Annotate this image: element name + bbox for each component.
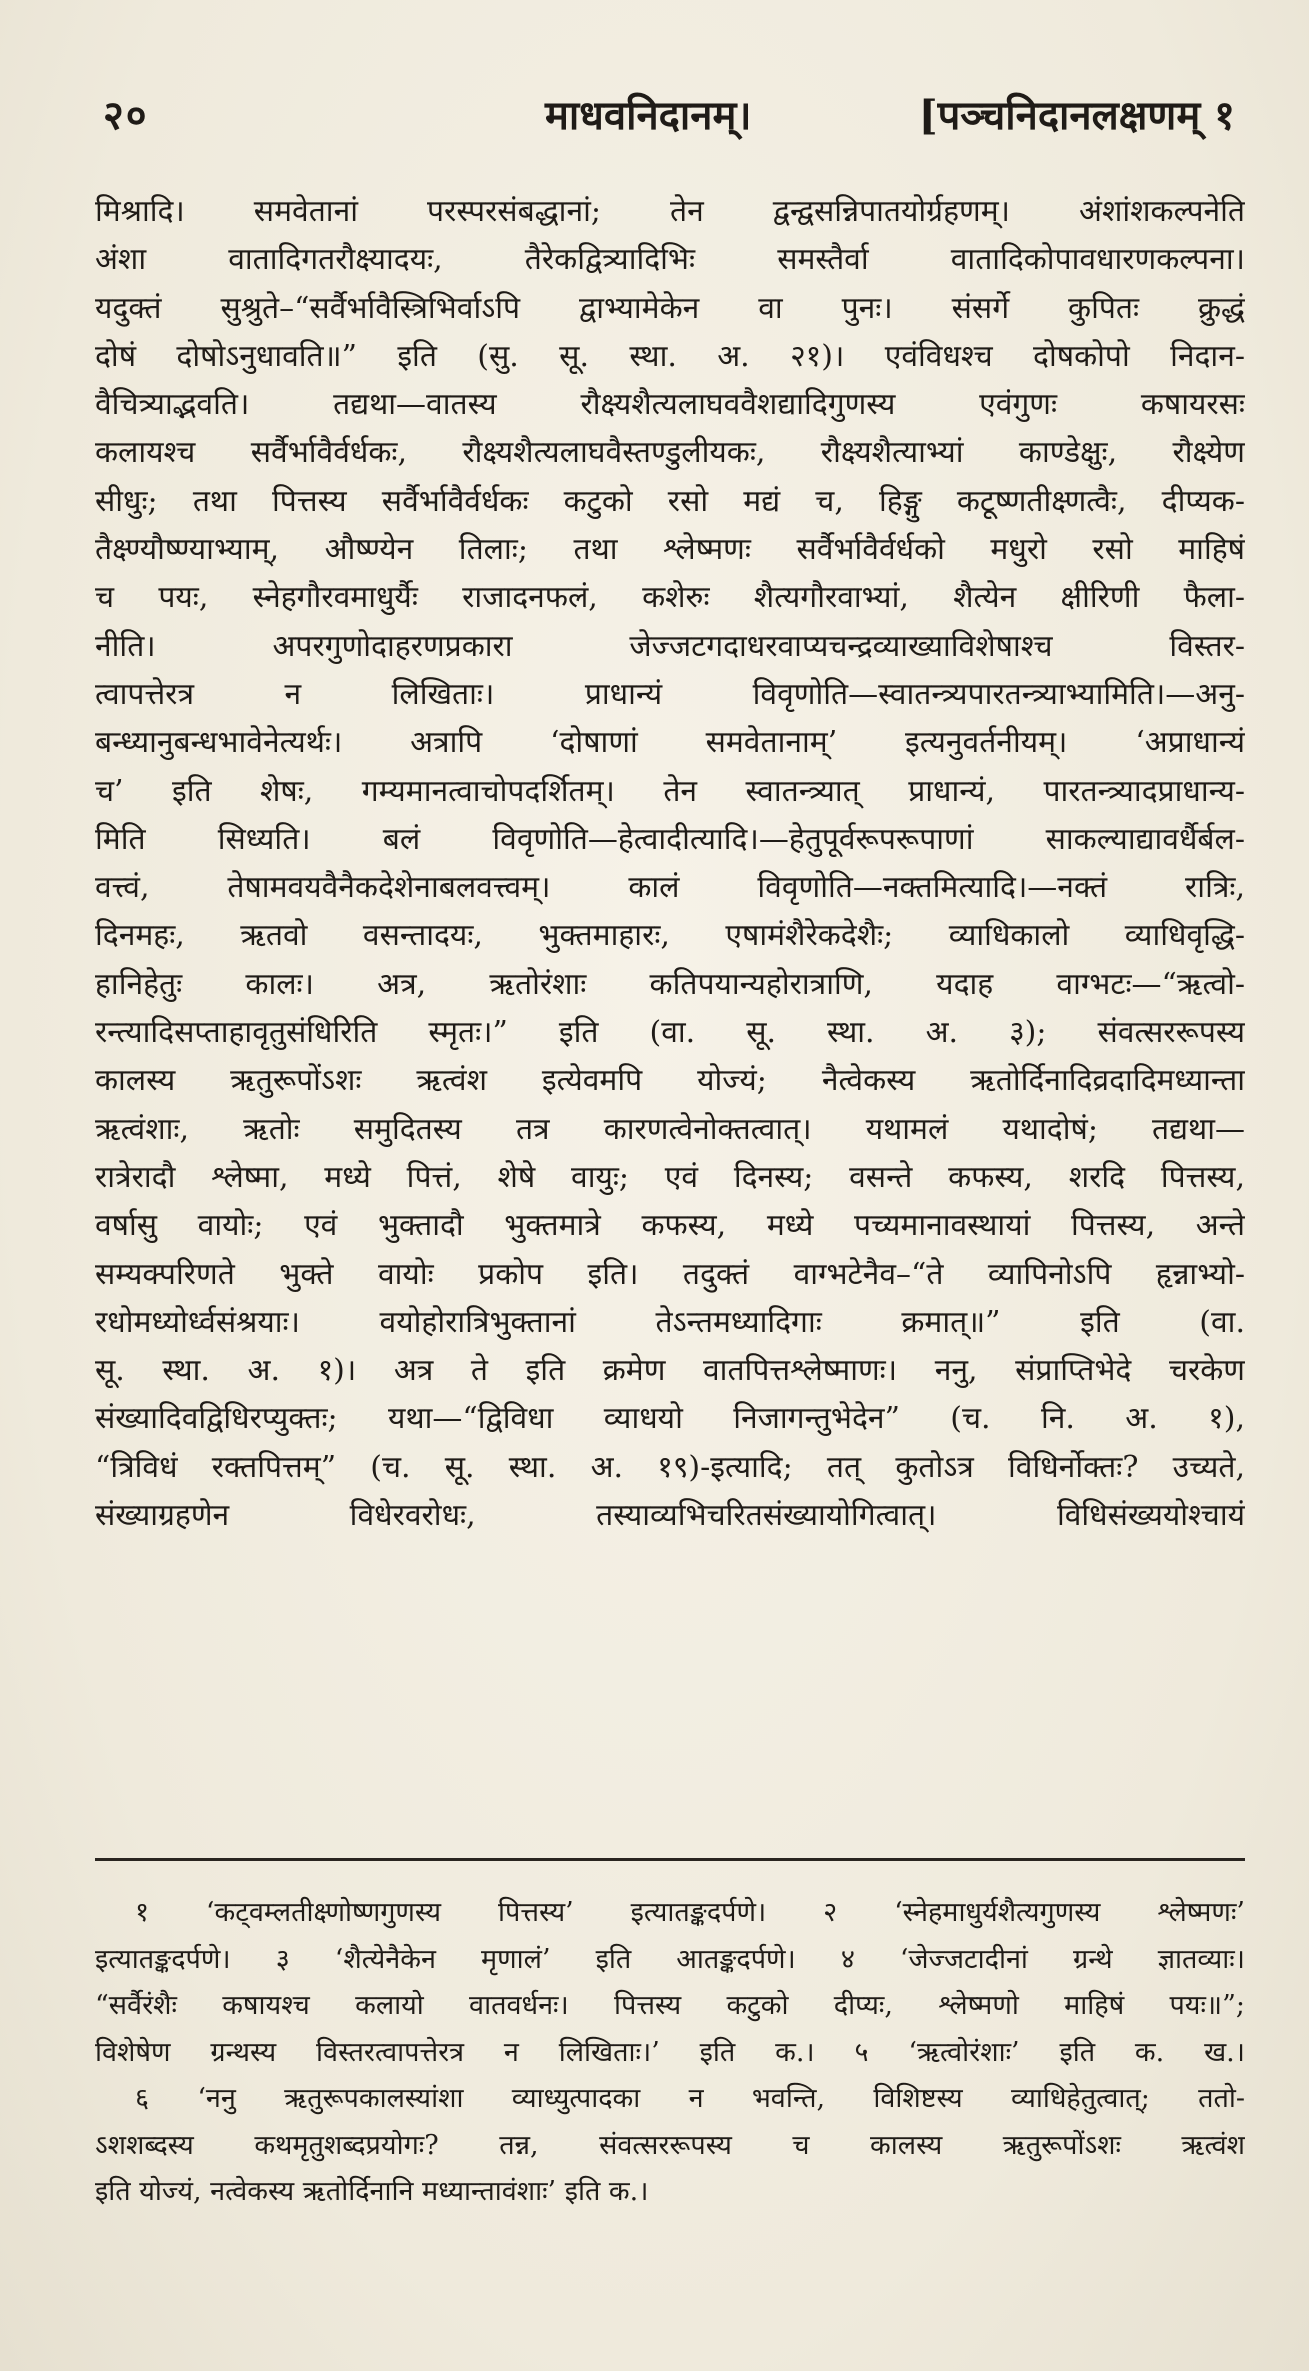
text-line: ऋत्वंशाः, ऋतोः समुदितस्य तत्र कारणत्वेनोक्तत्वात्। यथामलं यथादोषं; तद्यथा—: [95, 1111, 1245, 1147]
text-line: रात्रेरादौ श्लेष्मा, मध्ये पित्तं, शेषे वायुः; एवं दिनस्य; वसन्ते कफस्य, शरदि पित्तस्य,: [95, 1159, 1245, 1195]
text-line: सीधुः; तथा पित्तस्य सर्वैर्भावैर्वर्धकः कटुको रसो मद्यं च, हिङ्गु कटूष्णतीक्ष्णत्वैः, दीप्यक-: [95, 483, 1245, 519]
text-line: संख्याग्रहणेन विधेरवरोधः, तस्याव्यभिचरितसंख्यायोगित्वात्। विधिसंख्ययोश्चायं: [95, 1498, 1245, 1534]
footnotes: [95, 1890, 1245, 2216]
text-line: बन्ध्यानुबन्धभावेनेत्यर्थः। अत्रापि ‘दोषाणां समवेतानाम्’ इत्यनुवर्तनीयम्। ‘अप्राधान्यं: [95, 725, 1245, 761]
text-line: रन्त्यादिसप्ताहावृतुसंधिरिति स्मृतः।” इति (वा. सू. स्था. अ. ३); संवत्सररूपस्य: [95, 1015, 1245, 1051]
footnote-line: ऽशशब्दस्य कथमृतुशब्दप्रयोगः? तन्न, संवत्सररूपस्य च कालस्य ऋतुरूपोंऽशः ऋत्वंश: [95, 2129, 1245, 2161]
text-line: मिति सिध्यति। बलं विवृणोति—हेत्वादीत्यादि।—हेतुपूर्वरूपरूपाणां साकल्याद्यावर्धैर्बल-: [95, 821, 1245, 857]
text-line: च’ इति शेषः, गम्यमानत्वाचोपदर्शितम्। तेन स्वातन्त्र्यात् प्राधान्यं, पारतन्त्र्यादप्राधान्य-: [95, 773, 1245, 809]
text-line: दोषं दोषोऽनुधावति॥” इति (सु. सू. स्था. अ. २१)। एवंविधश्च दोषकोपो निदान-: [95, 338, 1245, 374]
text-line: वर्षासु वायोः; एवं भुक्तादौ भुक्तमात्रे कफस्य, मध्ये पच्यमानावस्थायां पित्तस्य, अन्ते: [95, 1208, 1245, 1244]
running-header: [95, 78, 1245, 148]
text-line: संख्यादिवद्विधिरप्युक्तः; यथा—“द्विविधा व्याधयो निजागन्तुभेदेन” (च. नि. अ. १),: [95, 1401, 1245, 1437]
text-line: यदुक्तं सुश्रुते–“सर्वैर्भावैस्त्रिभिर्वाऽपि द्वाभ्यामेकेन वा पुनः। संसर्गे कुपितः क्रुद्धं: [95, 290, 1245, 326]
text-line: दिनमहः, ऋतवो वसन्तादयः, भुक्तमाहारः, एषामंशैरेकदेशैः; व्याधिकालो व्याधिवृद्धि-: [95, 918, 1245, 954]
footnote-line: इत्यातङ्कदर्पणे। ३ ‘शैत्येनैकेन मृणालं’ इति आतङ्कदर्पणे। ४ ‘जेज्जटादीनां ग्रन्थे ज्ञातव्याः।: [95, 1943, 1245, 1975]
text-line: मिश्रादि। समवेतानां परस्परसंबद्धानां; तेन द्वन्द्वसन्निपातयोर्ग्रहणम्। अंशांशकल्पनेति: [95, 194, 1245, 229]
footnote-line: १ ‘कट्वम्लतीक्ष्णोष्णगुणस्य पित्तस्य’ इत्यातङ्कदर्पणे। २ ‘स्नेहमाधुर्यशैत्यगुणस्य श्लेष्मणः’: [135, 1897, 1245, 1928]
footnote-line: विशेषेण ग्रन्थस्य विस्तरत्वापत्तेरत्र न लिखिताः।’ इति क.। ५ ‘ऋत्वोरंशाः’ इति क. ख.।: [95, 2036, 1245, 2068]
text-line: त्वापत्तेरत्र न लिखिताः। प्राधान्यं विवृणोति—स्वातन्त्र्यपारतन्त्र्याभ्यामिति।—अनु-: [95, 676, 1245, 712]
footnote-line: “सर्वैरंशैः कषायश्च कलायो वातवर्धनः। पित्तस्य कटुको दीप्यः, श्लेष्मणो माहिषं पयः॥”;: [95, 1990, 1245, 2021]
footnote-divider: [95, 1858, 1245, 1861]
text-line: कालस्य ऋतुरूपोंऽशः ऋत्वंश इत्येवमपि योज्यं; नैत्वेकस्य ऋतोर्दिनादिव्रदादिमध्यान्ता: [95, 1063, 1245, 1099]
footnote-line: इति योज्यं, नत्वेकस्य ऋतोर्दिनानि मध्यान्तावंशाः’ इति क.।: [95, 2176, 649, 2207]
book-title: माधवनिदानम्।: [545, 92, 752, 139]
page-number: २०: [103, 92, 149, 139]
text-line: नीति। अपरगुणोदाहरणप्रकारा जेज्जटगदाधरवाप्यचन्द्रव्याख्याविशेषाश्च विस्तर-: [95, 628, 1245, 664]
text-line: च पयः, स्नेहगौरवमाधुर्यैः राजादनफलं, कशेरुः शैत्यगौरवाभ्यां, शैत्येन क्षीरिणी फैला-: [95, 580, 1245, 616]
text-line: वत्त्वं, तेषामवयवैनैकदेशेनाबलवत्त्वम्। कालं विवृणोति—नक्तमित्यादि।—नक्तं रात्रिः,: [95, 870, 1245, 906]
footnote-line: ६ ‘ननु ऋतुरूपकालस्यांशा व्याध्युत्पादका न भवन्ति, विशिष्टस्य व्याधिहेतुत्वात्; ततो-: [135, 2083, 1245, 2114]
text-line: सू. स्था. अ. १)। अत्र ते इति क्रमेण वातपित्तश्लेष्माणः। ननु, संप्राप्तिभेदे चरकेण: [95, 1353, 1245, 1389]
text-line: “त्रिविधं रक्तपित्तम्” (च. सू. स्था. अ. १९)-इत्यादि; तत् कुतोऽत्र विधिर्नोक्तः? उच्यते,: [95, 1449, 1245, 1485]
text-line: सम्यक्परिणते भुक्ते वायोः प्रकोप इति। तदुक्तं वाग्भटेनैव–“ते व्यापिनोऽपि हृन्नाभ्यो-: [95, 1256, 1245, 1292]
text-line: कलायश्च सर्वैर्भावैर्वर्धकः, रौक्ष्यशैत्यलाघवैस्तण्डुलीयकः, रौक्ष्यशैत्याभ्यां काण्डेक्षुः, रौक्ष्येण: [95, 435, 1245, 471]
text-line: रधोमध्योर्ध्वसंश्रयाः। वयोहोरात्रिभुक्तानां तेऽन्तमध्यादिगाः क्रमात्॥” इति (वा.: [95, 1304, 1245, 1340]
text-line: हानिहेतुः कालः। अत्र, ऋतोरंशाः कतिपयान्यहोरात्राणि, यदाह वाग्भटः—“ऋत्वो-: [95, 966, 1245, 1002]
text-line: वैचित्र्याद्भवति। तद्यथा—वातस्य रौक्ष्यशैत्यलाघववैशद्यादिगुणस्य एवंगुणः कषायरसः: [95, 387, 1245, 423]
section-title: [पञ्चनिदानलक्षणम् १: [918, 92, 1235, 139]
commentary-text: [95, 188, 1245, 1540]
text-line: तैक्ष्ण्यौष्ण्याभ्याम्, औष्ण्येन तिलाः; तथा श्लेष्मणः सर्वैर्भावैर्वर्धको मधुरो रसो माहिषं: [95, 532, 1245, 568]
text-line: अंशा वातादिगतरौक्ष्यादयः, तैरेकद्वित्र्यादिभिः समस्तैर्वा वातादिकोपावधारणकल्पना।: [95, 242, 1245, 278]
